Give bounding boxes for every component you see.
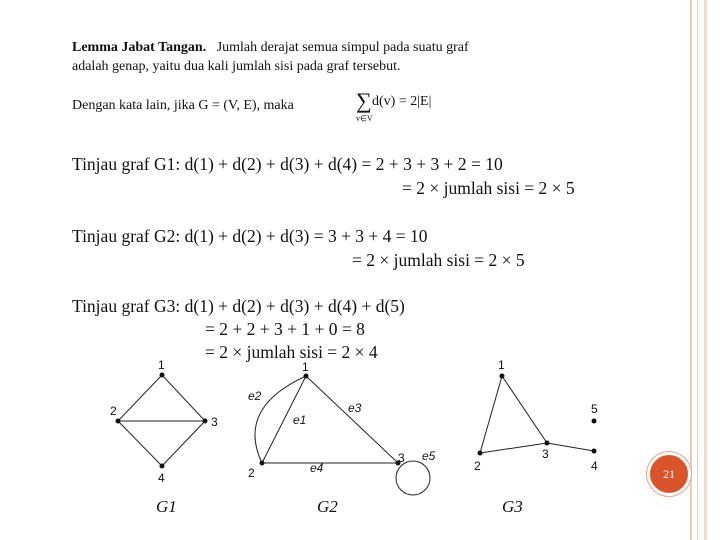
g3-node-1-label: 1	[498, 358, 505, 372]
g3-equation-result: = 2 × jumlah sisi = 2 × 4	[205, 342, 378, 362]
g3-caption: G3	[502, 497, 523, 516]
g1-caption: G1	[156, 497, 177, 516]
g2-edge-e3-label: e3	[348, 401, 362, 415]
g1-node-3	[203, 419, 208, 424]
g1-equation-result: = 2 × jumlah sisi = 2 × 5	[402, 178, 575, 198]
restate-text: Dengan kata lain, jika G = (V, E), maka	[72, 98, 294, 113]
g2-equation-result: = 2 × jumlah sisi = 2 × 5	[352, 250, 525, 270]
g2-caption: G2	[317, 497, 338, 516]
graph-g3	[480, 376, 594, 453]
g2-edge-e2-label: e2	[248, 389, 262, 403]
g2-edge-e1-label: e1	[293, 413, 307, 427]
g3-node-4-label: 4	[591, 459, 598, 473]
sum-expression: d(v) = 2|E|	[372, 94, 432, 109]
g3-equation: Tinjau graf G3: d(1) + d(2) + d(3) + d(4) + d(5)	[72, 296, 405, 316]
g2-node-3-label: 3	[398, 451, 405, 465]
g3-node-5-label: 5	[591, 402, 598, 416]
lemma-title: Lemma Jabat Tangan.	[72, 40, 207, 55]
g3-node-5	[592, 419, 597, 424]
g1-node-4-label: 4	[158, 471, 165, 485]
g2-node-1-label: 1	[302, 360, 309, 374]
g2-equation: Tinjau graf G2: d(1) + d(2) + d(3) = 3 + 3 + 4 = 10	[72, 226, 428, 246]
g1-node-3-label: 3	[211, 415, 218, 429]
slide-number-badge: 21	[647, 452, 691, 496]
g2-node-2-label: 2	[248, 466, 255, 480]
lemma-text-2: adalah genap, yaitu dua kali jumlah sisi pada graf tersebut.	[72, 59, 401, 74]
g3-node-3-label: 3	[542, 447, 549, 461]
g2-node-2	[260, 461, 265, 466]
g3-node-3	[545, 441, 550, 446]
sum-subscript: v∈V	[356, 114, 373, 123]
g1-node-2-label: 2	[110, 404, 117, 418]
lemma-text-1: Jumlah derajat semua simpul pada suatu graf	[216, 40, 469, 55]
g2-edge-e4-label: e4	[310, 461, 324, 475]
g1-node-2	[116, 419, 121, 424]
g1-node-1-label: 1	[158, 358, 165, 372]
g3-node-2	[478, 451, 483, 456]
graph-g2	[255, 376, 430, 495]
g2-edge-e5-label: e5	[422, 449, 436, 463]
g1-equation: Tinjau graf G1: d(1) + d(2) + d(3) + d(4) = 2 + 3 + 3 + 2 = 10	[72, 154, 503, 174]
g2-node-1	[304, 374, 309, 379]
g3-node-2-label: 2	[474, 459, 481, 473]
g3-node-1	[500, 374, 505, 379]
g1-node-1	[160, 373, 165, 378]
sigma-symbol: ∑	[356, 88, 372, 113]
g3-equation-sum: = 2 + 2 + 3 + 1 + 0 = 8	[205, 319, 365, 339]
graph-g1	[118, 375, 205, 466]
g3-node-4	[592, 449, 597, 454]
g1-node-4	[160, 464, 165, 469]
